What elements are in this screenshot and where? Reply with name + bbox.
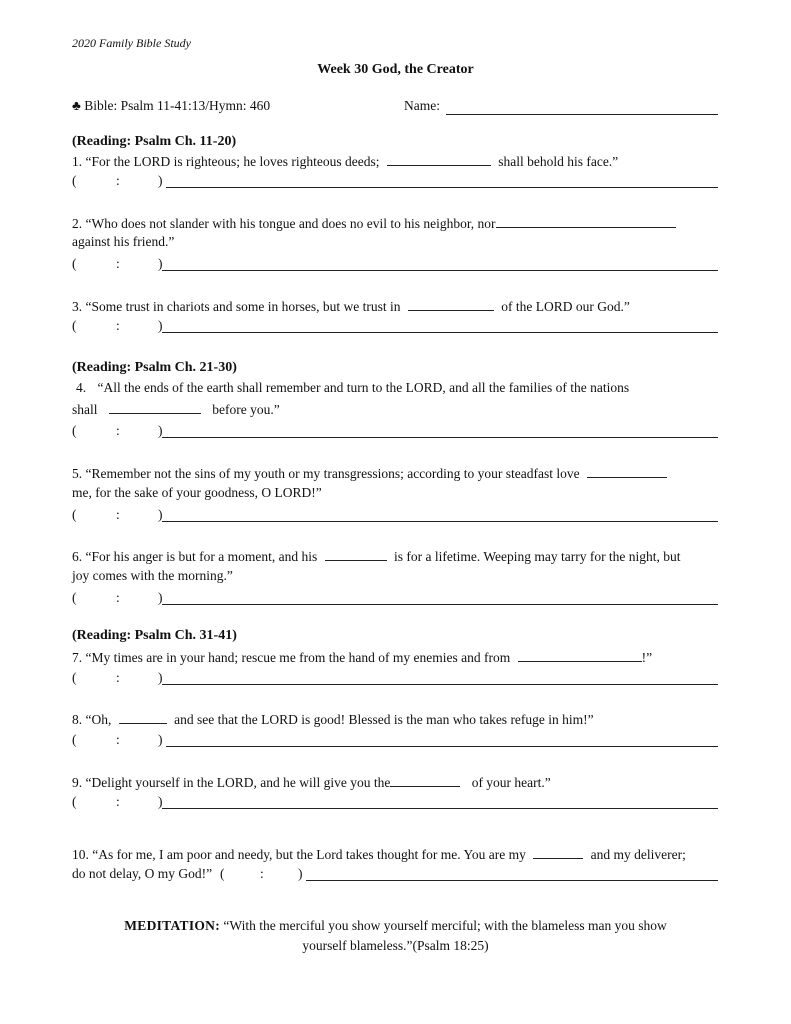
- reference-row: [72, 507, 718, 525]
- answer-blank[interactable]: [587, 465, 667, 478]
- question-text: “As for me, I am poor and needy, but the Lord takes thought for me. You are my: [92, 847, 526, 862]
- question-text: and my deliverer;: [590, 847, 686, 862]
- bible-hymn-line: [72, 98, 440, 114]
- question-text: “My times are in your hand; rescue me from the hand of my enemies and from: [85, 650, 511, 665]
- question-2-cont: against his friend.”: [72, 234, 175, 249]
- question-text: “Remember not the sins of my youth or my transgressions; according to your steadfast love: [85, 466, 580, 481]
- answer-blank[interactable]: [496, 215, 676, 228]
- reference-open: (: [72, 732, 77, 747]
- reference-row: [72, 794, 718, 812]
- question-6-cont: joy comes with the morning.”: [72, 568, 233, 583]
- question-number: 8.: [72, 712, 83, 727]
- reference-colon: :: [116, 670, 120, 685]
- reference-close: ): [158, 670, 163, 685]
- reference-open: (: [72, 794, 77, 809]
- name-label: Name:: [404, 98, 440, 113]
- section-heading: (Reading: Psalm Ch. 21-30): [72, 360, 237, 375]
- reference-row: [72, 732, 718, 750]
- reference-open: (: [72, 256, 77, 271]
- question-text: !”: [641, 650, 653, 665]
- reference-colon: :: [116, 590, 120, 605]
- question-text: shall behold his face.”: [498, 154, 619, 169]
- reference-open: (: [72, 590, 77, 605]
- question-number: 2.: [72, 216, 83, 231]
- reference-close: ): [158, 173, 163, 188]
- question-number: 1.: [72, 154, 83, 169]
- section-heading: (Reading: Psalm Ch. 11-20): [72, 134, 237, 149]
- course-header: 2020 Family Bible Study: [72, 36, 191, 50]
- answer-line[interactable]: [162, 521, 718, 522]
- reference-row: [72, 173, 718, 191]
- answer-line[interactable]: [166, 746, 718, 747]
- reference-open: (: [72, 318, 77, 333]
- reference-row: [220, 866, 718, 884]
- reference-row: [72, 318, 718, 336]
- question-5-cont: me, for the sake of your goodness, O LORD!”: [72, 485, 322, 500]
- reference-open: (: [72, 670, 77, 685]
- question-5: [72, 465, 671, 482]
- question-6: [72, 548, 681, 565]
- meditation-line-1: [0, 916, 791, 936]
- question-text: “Some trust in chariots and some in horses, but we trust in: [85, 299, 401, 314]
- answer-line[interactable]: [306, 880, 718, 881]
- answer-blank[interactable]: [518, 649, 642, 662]
- reference-colon: :: [116, 173, 120, 188]
- reference-open: (: [72, 173, 77, 188]
- answer-line[interactable]: [162, 270, 718, 271]
- question-text: “Who does not slander with his tongue and does no evil to his neighbor, nor: [85, 216, 496, 231]
- answer-blank[interactable]: [408, 298, 494, 311]
- meditation-text: yourself blameless.”: [302, 938, 413, 953]
- reference-colon: :: [260, 866, 264, 881]
- answer-blank[interactable]: [390, 774, 460, 787]
- question-text: and see that the LORD is good! Blessed is the man who takes refuge in him!”: [174, 712, 594, 727]
- answer-line[interactable]: [162, 604, 718, 605]
- question-3: [72, 298, 630, 315]
- answer-blank[interactable]: [533, 846, 583, 859]
- question-7: [72, 649, 652, 666]
- question-text: do not delay, O my God!”: [72, 866, 213, 881]
- reference-colon: :: [116, 794, 120, 809]
- answer-blank[interactable]: [387, 153, 491, 166]
- question-text: “For his anger is but for a moment, and his: [85, 549, 318, 564]
- reference-colon: :: [116, 256, 120, 271]
- reference-open: (: [72, 423, 77, 438]
- question-number: 6.: [72, 549, 83, 564]
- meditation-text: “With the merciful you show yourself merciful; with the blameless man you show: [223, 918, 667, 933]
- reference-close: ): [158, 507, 163, 522]
- answer-line[interactable]: [162, 437, 718, 438]
- question-4-cont: [72, 401, 280, 418]
- reference-close: ): [158, 318, 163, 333]
- question-4: [76, 380, 629, 396]
- question-number: 10.: [72, 847, 89, 862]
- reference-colon: :: [116, 732, 120, 747]
- answer-blank[interactable]: [109, 401, 201, 414]
- answer-line[interactable]: [162, 332, 718, 333]
- meditation-line-2: [0, 936, 791, 956]
- answer-line[interactable]: [162, 684, 718, 685]
- reference-row: [72, 423, 718, 441]
- reference-close: ): [158, 794, 163, 809]
- question-text: “All the ends of the earth shall remember and turn to the LORD, and all the families of the nations: [97, 380, 630, 395]
- question-10-cont: [72, 866, 212, 882]
- question-text: is for a lifetime. Weeping may tarry for the night, but: [393, 549, 681, 564]
- answer-line[interactable]: [162, 808, 718, 809]
- section-heading: (Reading: Psalm Ch. 31-41): [72, 628, 237, 643]
- page-title: Week 30 God, the Creator: [317, 62, 474, 77]
- question-2: [72, 215, 680, 232]
- reference-close: ): [158, 732, 163, 747]
- reference-close: ): [158, 256, 163, 271]
- question-text: shall: [72, 402, 98, 417]
- reference-row: [72, 256, 718, 274]
- meditation-label: MEDITATION:: [124, 918, 221, 933]
- question-number: 4.: [76, 380, 87, 395]
- answer-line[interactable]: [166, 187, 718, 188]
- question-8: [72, 711, 594, 728]
- reference-open: (: [72, 507, 77, 522]
- question-number: 9.: [72, 775, 83, 790]
- reference-open: (: [220, 866, 225, 881]
- question-number: 3.: [72, 299, 83, 314]
- question-number: 7.: [72, 650, 83, 665]
- question-text: of the LORD our God.”: [501, 299, 630, 314]
- question-text: “Delight yourself in the LORD, and he will give you the: [85, 775, 391, 790]
- reference-colon: :: [116, 318, 120, 333]
- question-text: “Oh,: [85, 712, 112, 727]
- question-1: [72, 153, 618, 170]
- question-9: [72, 774, 551, 791]
- meditation: [0, 916, 791, 956]
- reference-close: ): [158, 423, 163, 438]
- meditation-source: (Psalm 18:25): [412, 938, 489, 953]
- reference-row: [72, 670, 718, 688]
- name-field[interactable]: [446, 114, 718, 115]
- reference-colon: :: [116, 507, 120, 522]
- question-10: [72, 846, 686, 863]
- question-text: of your heart.”: [471, 775, 551, 790]
- question-text: “For the LORD is righteous; he loves righteous deeds;: [85, 154, 380, 169]
- reference-colon: :: [116, 423, 120, 438]
- question-text: before you.”: [212, 402, 280, 417]
- reference-close: ): [158, 590, 163, 605]
- question-number: 5.: [72, 466, 83, 481]
- bible-reference: ♣ Bible: Psalm 11-41:13/Hymn: 460: [72, 98, 271, 113]
- answer-blank[interactable]: [325, 548, 387, 561]
- reference-row: [72, 590, 718, 608]
- reference-close: ): [298, 866, 303, 881]
- answer-blank[interactable]: [119, 711, 167, 724]
